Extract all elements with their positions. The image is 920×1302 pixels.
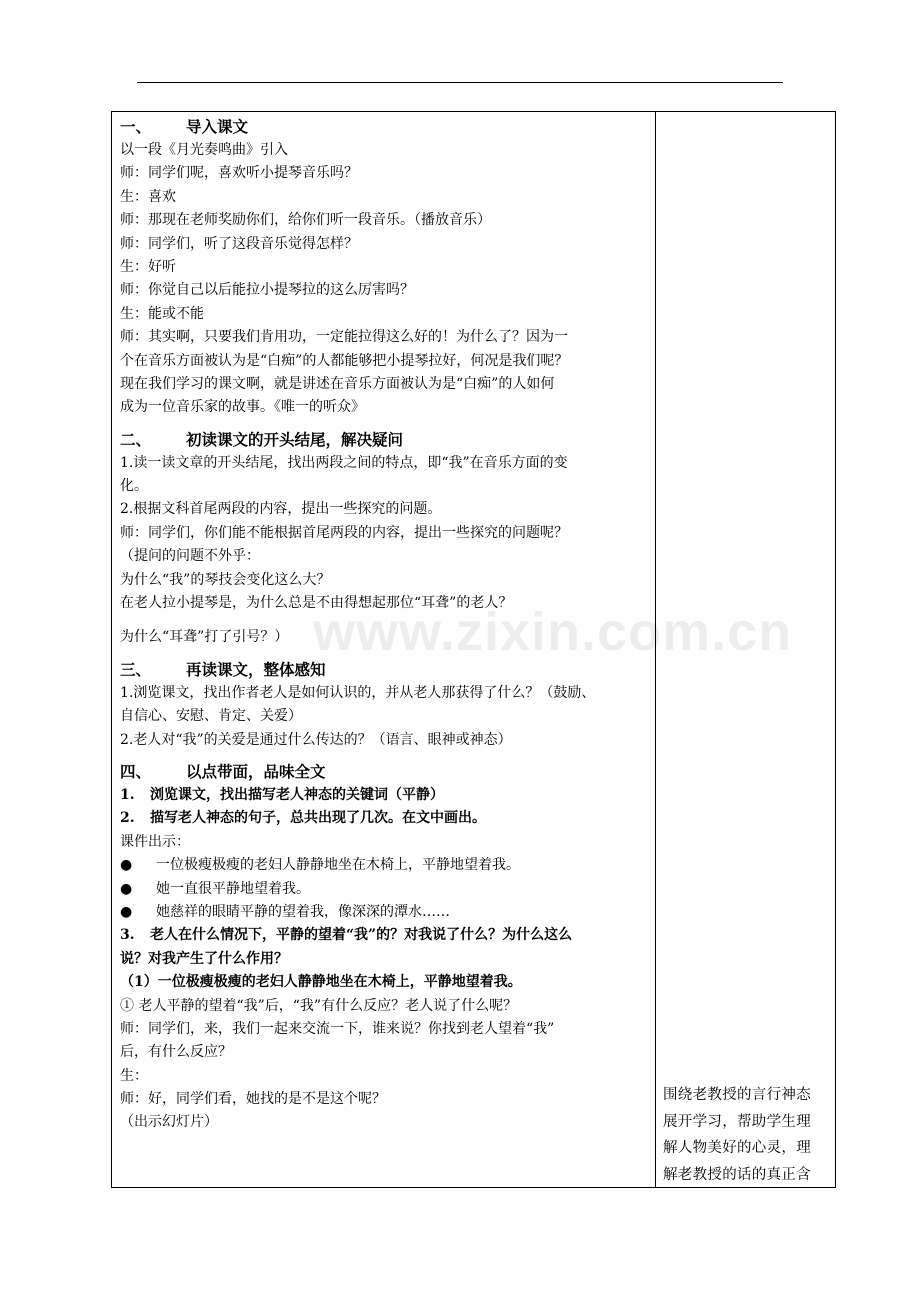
- s4-line: 后，有什么反应？: [120, 1044, 232, 1061]
- s4-item-1: 1. 浏览课文，找出描写老人神态的关键词（平静）: [120, 786, 444, 803]
- s4-line: ① 老人平静的望着“我”后，“我”有什么反应？老人说了什么呢？: [120, 997, 518, 1014]
- s3-line: 1.浏览课文，找出作者老人是如何认识的，并从老人那获得了什么？（鼓励、: [120, 684, 596, 701]
- s1-line: 师：同学们，听了这段音乐觉得怎样？: [120, 235, 358, 252]
- section-1-title: 导入课文: [186, 117, 249, 136]
- header-rule: [137, 82, 783, 83]
- s4-line: 生：: [120, 1067, 148, 1084]
- s4-line: 师：好，同学们看，她找的是不是这个呢？: [120, 1091, 386, 1108]
- s1-line: 师：你觉自己以后能拉小提琴拉的这么厉害吗？: [120, 282, 414, 299]
- s3-line: 自信心、安慰、肯定、关爱）: [120, 708, 302, 725]
- s4-item-3: 3. 老人在什么情况下，平静的望着“我”的？对我说了什么？为什么这么: [120, 927, 573, 944]
- bullet-icon: ●: [120, 880, 133, 897]
- side-note-line: 解人物美好的心灵，理: [663, 1140, 811, 1156]
- s4-item-2: 2. 描写老人神态的句子，总共出现了几次。在文中画出。: [120, 810, 486, 827]
- s2-line: 在老人拉小提琴是，为什么总是不由得想起那位“耳聋”的老人？: [120, 595, 513, 612]
- bullet-icon: ●: [120, 857, 133, 874]
- side-note-line: 围绕老教授的言行神态: [663, 1087, 811, 1103]
- s2-line: 师：同学们，你们能不能根据首尾两段的内容，提出一些探究的问题呢？: [120, 524, 568, 541]
- section-2-title: 初读课文的开头结尾，解决疑问: [186, 429, 404, 449]
- s1-line: 生：好听: [120, 258, 176, 275]
- s4-line: （出示幻灯片）: [120, 1114, 218, 1131]
- section-3-number: 三、: [120, 659, 152, 679]
- s1-line: 生：能或不能: [120, 305, 204, 322]
- s1-line: 以一段《月光奏鸣曲》引入: [120, 142, 288, 158]
- s1-line: 师：同学们呢，喜欢听小提琴音乐吗？: [120, 165, 358, 182]
- s4-bullet: ● 她慈祥的眼睛平静的望着我，像深深的潭水……: [120, 901, 650, 924]
- s4-line: 师：同学们，来，我们一起来交流一下，谁来说？你找到老人望着“我”: [120, 1020, 555, 1037]
- section-3-title: 再读课文，整体感知: [186, 659, 326, 679]
- s4-sub-1: （1）一位极瘦极瘦的老妇人静静地坐在木椅上，平静地望着我。: [120, 974, 522, 991]
- s4-item-3-cont: 说？对我产生了什么作用？: [120, 950, 288, 967]
- s2-line: （提问的问题不外乎：: [120, 548, 260, 565]
- side-note-line: 解老教授的话的真正含: [663, 1166, 811, 1183]
- s1-line: 师：那现在老师奖励你们，给你们听一段音乐。（播放音乐）: [120, 212, 491, 229]
- section-2-heading: [120, 428, 650, 452]
- s1-line: 成为一位音乐家的故事。《唯一的听众》: [120, 399, 365, 416]
- s2-last-line: 为什么“耳聋”打了引号？）: [120, 629, 289, 646]
- watermark: www.zixin.com.cn: [313, 602, 793, 662]
- section-4-title: 以点带面，品味全文: [186, 761, 326, 781]
- section-2-number: 二、: [120, 429, 152, 449]
- section-4-heading: [120, 760, 650, 784]
- s2-line: 为什么“我”的琴技会变化这么大？: [120, 571, 331, 588]
- s2-line: 2.根据文科首尾两段的内容，提出一些探究的问题。: [120, 501, 442, 518]
- section-1-number: 一、: [120, 117, 152, 136]
- s4-courseware-label: 课件出示：: [120, 833, 190, 850]
- s1-line: 生：喜欢: [120, 188, 176, 205]
- bullet-icon: ●: [120, 903, 133, 920]
- section-4-number: 四、: [120, 761, 152, 781]
- s1-line: 师：其实啊，只要我们肯用功，一定能拉得这么好的！为什么了？因为一: [120, 329, 568, 346]
- s1-line: 个在音乐方面被认为是“白痴”的人都能够把小提琴拉好，何况是我们呢？: [120, 352, 569, 369]
- s4-bullet: ● 她一直很平静地望着我。: [120, 878, 650, 901]
- s2-line: 化。: [120, 478, 148, 495]
- section-1-heading: [120, 115, 650, 139]
- s4-bullet: ● 一位极瘦极瘦的老妇人静静地坐在木椅上，平静地望着我。: [120, 854, 650, 877]
- s3-line: 2.老人对“我”的关爱是通过什么传达的？（语言、眼神或神态）: [120, 731, 512, 748]
- side-note: [663, 1082, 831, 1188]
- side-note-line: 展开学习，帮助学生理: [663, 1113, 811, 1130]
- s1-line: 现在我们学习的课文啊，就是讲述在音乐方面被认为是“白痴”的人如何: [120, 375, 555, 392]
- s2-line: 1.读一读文章的开头结尾，找出两段之间的特点，即“我”在音乐方面的变: [120, 454, 568, 471]
